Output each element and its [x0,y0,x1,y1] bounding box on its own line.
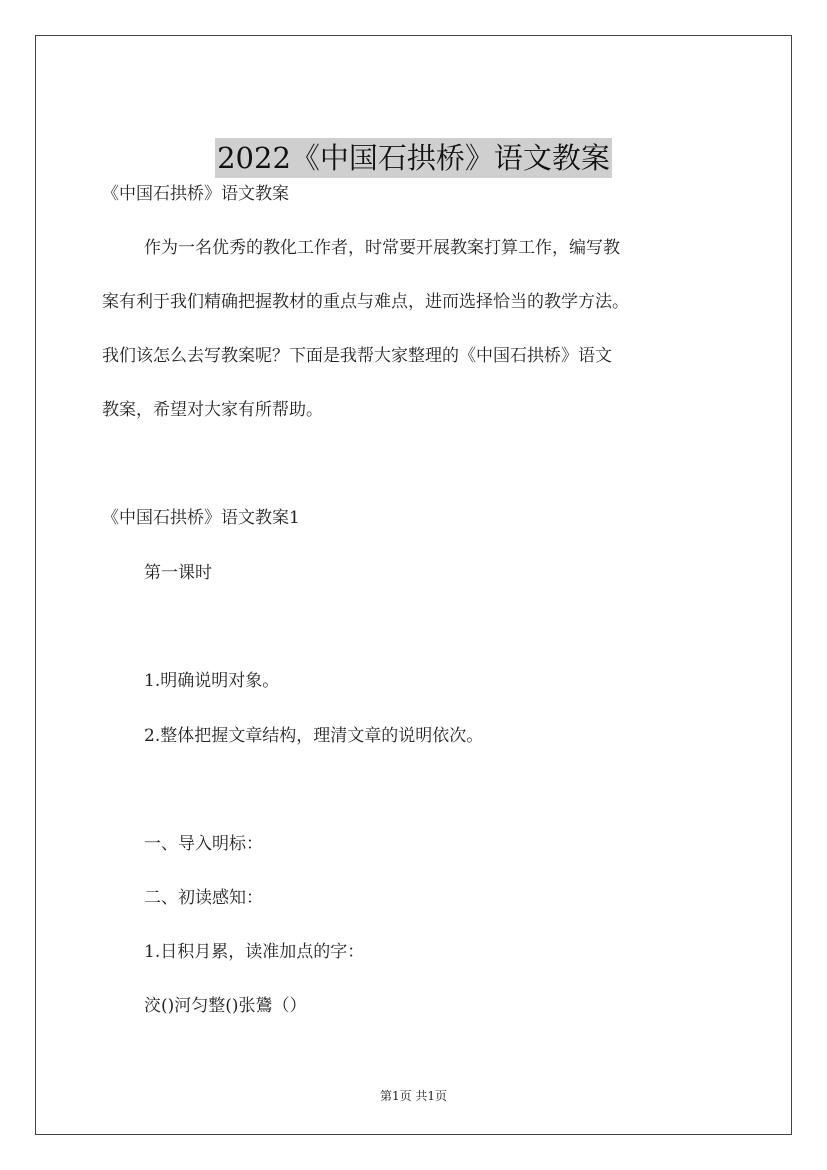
intro-line-3: 我们该怎么去写教案呢？下面是我帮大家整理的《中国石拱桥》语文 [102,346,612,366]
document-title: 2022《中国石拱桥》语文教案 [215,138,612,178]
objective-1: 1.明确说明对象。 [144,671,280,691]
section-heading: 《中国石拱桥》语文教案1 [102,508,300,528]
document-subtitle: 《中国石拱桥》语文教案 [102,184,289,204]
intro-line-1: 作为一名优秀的教化工作者，时常要开展教案打算工作，编写教 [144,238,620,258]
exercise-items: 洨()河匀整()张鷟（） [144,996,307,1016]
document-page [35,35,792,1135]
objective-2: 2.整体把握文章结构，理清文章的说明依次。 [144,726,484,746]
intro-line-2: 案有利于我们精确把握教材的重点与难点，进而选择恰当的教学方法。 [102,292,629,312]
page-footer: 第1页 共1页 [379,1089,448,1103]
step-2: 二、初读感知： [144,888,263,908]
step-1: 一、导入明标： [144,834,263,854]
intro-line-4: 教案，希望对大家有所帮助。 [102,400,323,420]
exercise-label: 1.日积月累，读准加点的字： [144,942,365,962]
lesson-label: 第一课时 [144,563,212,583]
